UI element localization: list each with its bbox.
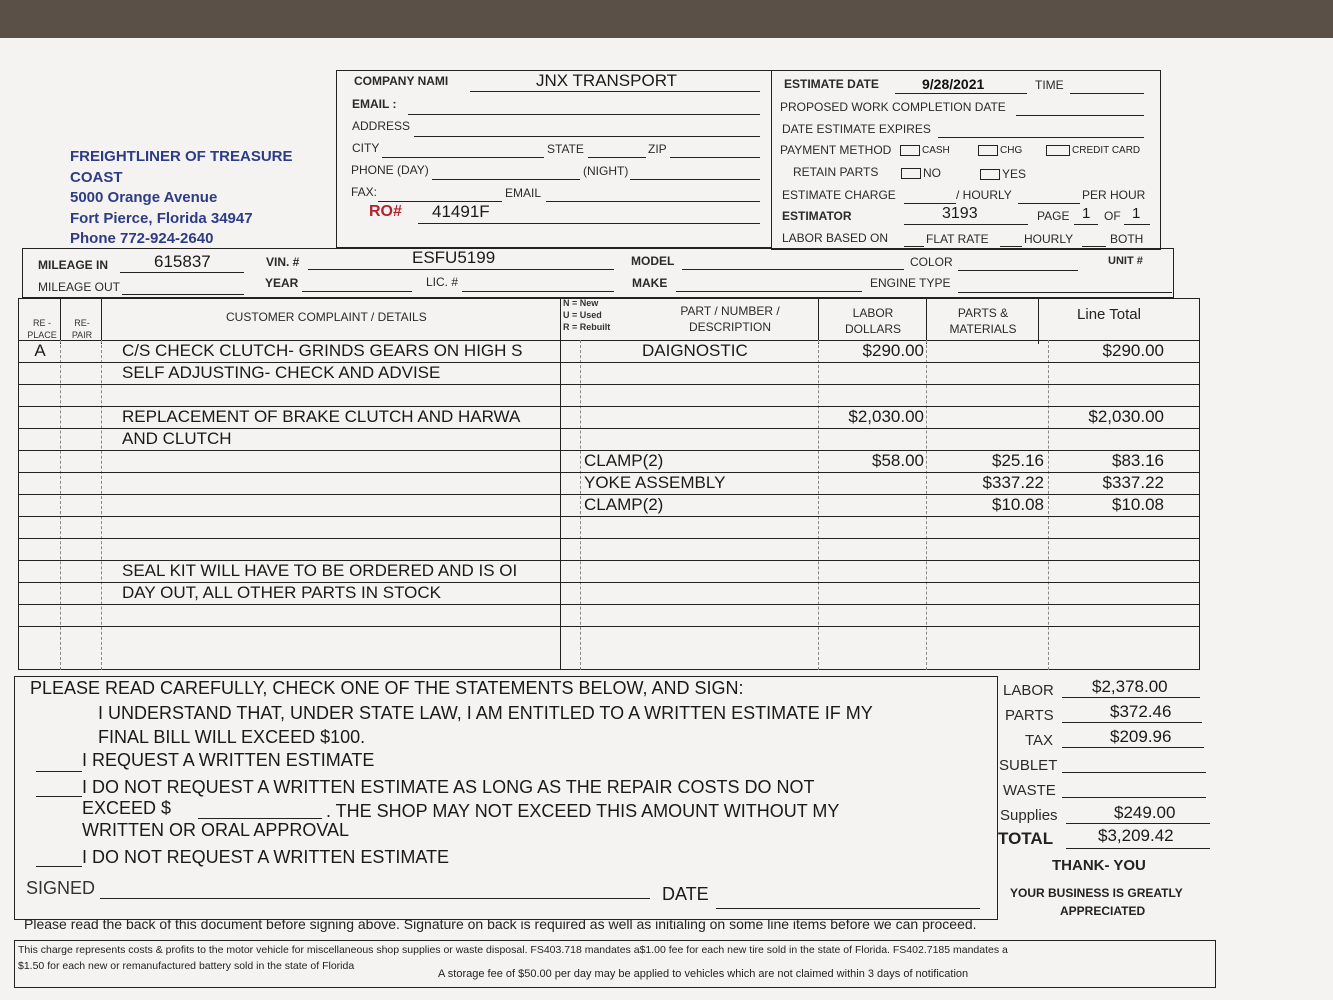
- hourly-option-label: HOURLY: [1024, 232, 1074, 246]
- charge-label: ESTIMATE CHARGE: [782, 188, 896, 202]
- retain-label: RETAIN PARTS: [793, 165, 879, 179]
- color-label: COLOR: [910, 255, 953, 269]
- approval-text: WRITTEN OR ORAL APPROVAL: [82, 820, 350, 840]
- cell-part[interactable]: YOKE ASSEMBLY: [584, 473, 726, 492]
- vin-value[interactable]: ESFU5199: [412, 248, 496, 267]
- date-field[interactable]: [716, 908, 980, 909]
- retain-no-option[interactable]: [901, 166, 941, 180]
- engine-label: ENGINE TYPE: [870, 276, 951, 290]
- tax-total-value: $209.96: [1110, 727, 1172, 746]
- cell-complaint[interactable]: DAY OUT, ALL OTHER PARTS IN STOCK: [122, 583, 441, 602]
- both-label: BOTH: [1110, 232, 1144, 246]
- retain-yes-label: YES: [1002, 167, 1027, 181]
- cash-option[interactable]: [900, 145, 950, 156]
- cell-part[interactable]: DAIGNOSTIC: [642, 341, 748, 360]
- replace-header: RE - PLACE: [27, 318, 57, 340]
- legend-used: U = Used: [563, 310, 602, 320]
- unit-label: UNIT #: [1108, 255, 1143, 267]
- page-label: PAGE: [1037, 209, 1070, 223]
- part-header: PART / NUMBER / DESCRIPTION: [680, 304, 780, 334]
- retain-yes-option[interactable]: [980, 167, 1026, 181]
- complaint-header: CUSTOMER COMPLAINT / DETAILS: [226, 310, 427, 324]
- date-label: DATE: [662, 884, 709, 904]
- signature-field[interactable]: [100, 898, 650, 899]
- cell-replace[interactable]: A: [34, 341, 46, 360]
- grand-total-label: TOTAL: [998, 829, 1054, 848]
- cell-part[interactable]: CLAMP(2): [584, 495, 664, 514]
- mileage-in-value[interactable]: 615837: [154, 252, 211, 271]
- cell-total[interactable]: $290.00: [1102, 341, 1164, 360]
- per-hour-label: PER HOUR: [1082, 188, 1146, 202]
- chg-option[interactable]: [978, 145, 1022, 156]
- shop-address: 5000 Orange Avenue: [70, 189, 218, 206]
- company-label: COMPANY NAMI: [354, 74, 449, 88]
- ro-value[interactable]: 41491F: [432, 202, 490, 221]
- statements-heading: PLEASE READ CAREFULLY, CHECK ONE OF THE STATEMENTS BELOW, AND SIGN:: [30, 678, 744, 698]
- exceed-text: . THE SHOP MAY NOT EXCEED THIS AMOUNT WITHOUT MY: [326, 801, 840, 821]
- flat-rate-label: FLAT RATE: [926, 232, 989, 246]
- estimate-date-value[interactable]: 9/28/2021: [922, 76, 985, 92]
- cell-part[interactable]: CLAMP(2): [584, 451, 664, 470]
- shop-city: Fort Pierce, Florida 34947: [70, 209, 253, 227]
- legend-new: N = New: [563, 298, 599, 308]
- mileage-in-label: MILEAGE IN: [38, 258, 109, 272]
- of-label: OF: [1104, 209, 1121, 223]
- cell-parts[interactable]: $25.16: [992, 451, 1044, 470]
- appreciated-text-1: YOUR BUSINESS IS GREATLY: [1010, 886, 1183, 900]
- retain-no-label: NO: [923, 166, 941, 180]
- cell-complaint[interactable]: SEAL KIT WILL HAVE TO BE ORDERED AND IS OI: [122, 561, 518, 580]
- address-label: ADDRESS: [352, 119, 411, 133]
- page-value: 1: [1082, 205, 1091, 222]
- supplies-total-value: $249.00: [1114, 803, 1176, 822]
- time-label: TIME: [1035, 78, 1064, 92]
- year-label: YEAR: [265, 276, 299, 290]
- condition-legend: [563, 297, 610, 333]
- exceed-amount-field[interactable]: [198, 818, 322, 819]
- cell-total[interactable]: $337.22: [1102, 473, 1164, 492]
- signed-label: SIGNED: [26, 878, 96, 898]
- credit-option[interactable]: [1046, 145, 1140, 156]
- grand-total-value: $3,209.42: [1098, 826, 1174, 845]
- option-request[interactable]: I REQUEST A WRITTEN ESTIMATE: [82, 750, 375, 770]
- waste-total-label: WASTE: [1003, 782, 1056, 799]
- cell-complaint[interactable]: SELF ADJUSTING- CHECK AND ADVISE: [122, 363, 441, 382]
- estimator-label: ESTIMATOR: [782, 209, 852, 223]
- zip-label: ZIP: [648, 142, 667, 156]
- appreciated-text-2: APPRECIATED: [1060, 904, 1146, 918]
- vin-label: VIN. #: [266, 255, 300, 269]
- cell-labor[interactable]: $58.00: [872, 451, 924, 470]
- credit-checkbox[interactable]: [1046, 145, 1070, 156]
- email2-label: EMAIL: [505, 186, 542, 200]
- ro-label: RO#: [369, 203, 402, 220]
- retain-no-checkbox[interactable]: [901, 168, 921, 179]
- labor-total-label: LABOR: [1003, 682, 1054, 699]
- lic-label: LIC. #: [426, 275, 459, 289]
- model-label: MODEL: [631, 254, 675, 268]
- phone-label: PHONE (DAY): [351, 163, 429, 177]
- mileage-out-label: MILEAGE OUT: [38, 280, 121, 294]
- expires-label: DATE ESTIMATE EXPIRES: [782, 122, 931, 136]
- of-value: 1: [1132, 205, 1141, 222]
- cell-total[interactable]: $2,030.00: [1088, 407, 1164, 426]
- company-value[interactable]: JNX TRANSPORT: [536, 71, 678, 90]
- payment-label: PAYMENT METHOD: [780, 143, 892, 157]
- legend-rebuilt: R = Rebuilt: [563, 322, 611, 332]
- shop-name-1: FREIGHTLINER OF TREASURE: [70, 148, 293, 165]
- estimate-date-label: ESTIMATE DATE: [784, 77, 879, 91]
- repair-header: RE- PAIR: [71, 318, 93, 340]
- credit-label: CREDIT CARD: [1072, 145, 1141, 157]
- hourly-label: / HOURLY: [956, 188, 1012, 202]
- cash-checkbox[interactable]: [900, 145, 920, 156]
- cell-complaint[interactable]: REPLACEMENT OF BRAKE CLUTCH AND HARWA: [122, 407, 521, 426]
- legal-text-1: This charge represents costs & profits to the motor vehicle for miscellaneous shop supplies or waste disposal. FS403.718 mandates a$1.00 fee for each new tire sold in the state of Florida. FS402.7185 mandates a: [18, 944, 1008, 956]
- labor-header: LABOR DOLLARS: [844, 306, 902, 336]
- shop-info: [70, 147, 293, 250]
- tax-total-label: TAX: [1025, 732, 1054, 749]
- chg-label: CHG: [1000, 145, 1023, 157]
- parts-total-value: $372.46: [1110, 702, 1172, 721]
- sublet-total-label: SUBLET: [999, 757, 1058, 774]
- total-header: Line Total: [1077, 306, 1141, 323]
- cell-total[interactable]: $10.08: [1112, 495, 1164, 514]
- make-label: MAKE: [632, 276, 668, 290]
- footer-note: Please read the back of this document before signing above. Signature on back is required as well as initialing on some line items before we can proceed.: [24, 916, 977, 932]
- customer-box: [336, 70, 772, 248]
- supplies-total-label: Supplies: [1000, 807, 1058, 824]
- proposed-label: PROPOSED WORK COMPLETION DATE: [780, 100, 1006, 114]
- statements-intro-2: FINAL BILL WILL EXCEED $100.: [98, 727, 366, 747]
- cell-complaint[interactable]: C/S CHECK CLUTCH- GRINDS GEARS ON HIGH S: [122, 341, 523, 360]
- fax-label: FAX:: [351, 185, 378, 199]
- labor-based-label: LABOR BASED ON: [782, 231, 889, 245]
- labor-total-value: $2,378.00: [1092, 677, 1168, 696]
- chg-checkbox[interactable]: [978, 145, 998, 156]
- cell-labor[interactable]: $2,030.00: [848, 407, 924, 426]
- statements-intro-1: I UNDERSTAND THAT, UNDER STATE LAW, I AM ENTITLED TO A WRITTEN ESTIMATE IF MY: [98, 703, 873, 723]
- retain-yes-checkbox[interactable]: [980, 169, 1000, 180]
- city-label: CITY: [352, 141, 380, 155]
- parts-total-label: PARTS: [1005, 707, 1054, 724]
- estimator-value[interactable]: 3193: [942, 205, 978, 222]
- thank-you-text: THANK- YOU: [1052, 857, 1146, 874]
- night-label: (NIGHT): [583, 164, 629, 178]
- option-no-request[interactable]: I DO NOT REQUEST A WRITTEN ESTIMATE: [82, 847, 450, 867]
- shop-phone: Phone 772-924-2640: [70, 230, 214, 247]
- estimate-box: [771, 70, 1161, 250]
- legal-text-3: A storage fee of $50.00 per day may be applied to vehicles which are not claimed within 3 days of notification: [438, 968, 969, 980]
- option-no-request-limit[interactable]: I DO NOT REQUEST A WRITTEN ESTIMATE AS LONG AS THE REPAIR COSTS DO NOT: [82, 777, 815, 797]
- cash-label: CASH: [922, 145, 950, 157]
- shop-name-2: COAST: [70, 168, 123, 186]
- email-label: EMAIL :: [352, 97, 397, 111]
- parts-header: PARTS & MATERIALS: [949, 306, 1017, 336]
- cell-parts[interactable]: $10.08: [992, 495, 1044, 514]
- legal-text-2: $1.50 for each new or remanufactured battery sold in the state of Florida: [18, 960, 355, 972]
- cell-parts[interactable]: $337.22: [982, 473, 1044, 492]
- cell-total[interactable]: $83.16: [1112, 451, 1164, 470]
- exceed-label: EXCEED $: [82, 798, 172, 818]
- cell-labor[interactable]: $290.00: [862, 341, 924, 360]
- cell-complaint[interactable]: AND CLUTCH: [122, 429, 232, 448]
- state-label: STATE: [547, 142, 584, 156]
